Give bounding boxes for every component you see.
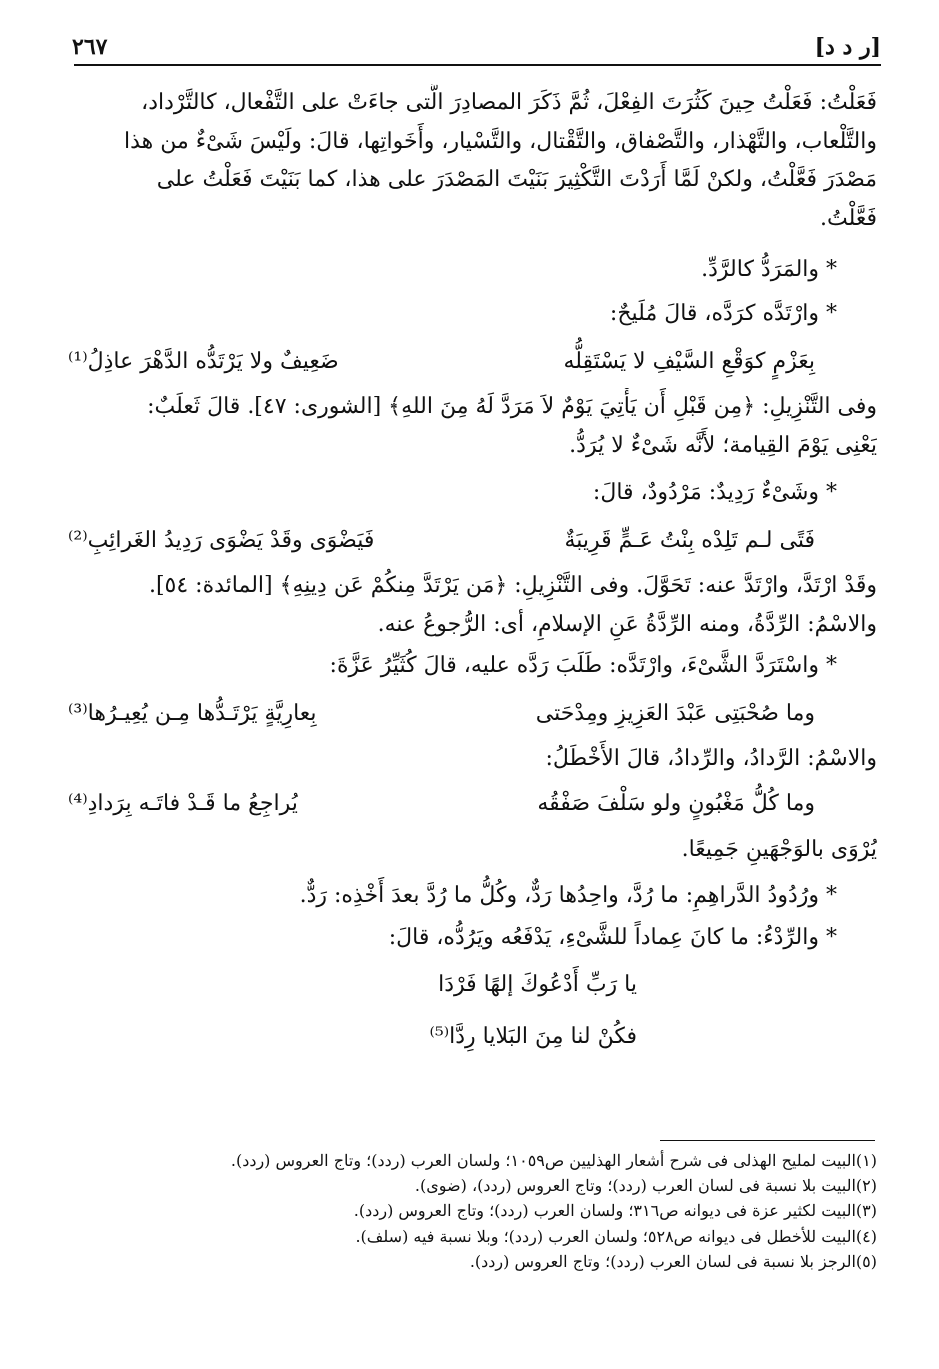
entry-marradd: * والمَرَدُّ كالرَّدِّ. (701, 257, 837, 282)
footnote-3: (٣)البيت لكثير عزة فى ديوانه ص٣١٦؛ ولسان العرب (ردد)؛ وتاج العروس (ردد). (353, 1201, 877, 1221)
entry-radid: * وشَىْءٌ رَدِيدٌ: مَرْدُودٌ، قالَ: (592, 480, 837, 505)
entry-ridd: * والرِّدْءُ: ما كانَ عِماداً للشَّىْءِ، يَدْفَعُه ويَرُدُّه، قالَ: (388, 925, 837, 950)
verse-1-first-hemistich: بِعَزْمٍ كوَقْعِ السَّيْفِ لا يَسْتَقِلُّه (563, 348, 815, 374)
verse-2-second-hemistich: فَيَضْوَى وقَدْ يَضْوَى رَدِيدُ الغَرائِبِ⁽²⁾ (68, 527, 375, 553)
text-line: وفى التَّنْزِيلِ: ﴿مِن قَبْلِ أَن يَأْتِيَ يَوْمٌ لاَ مَرَدَّ لَهُ مِنَ اللهِ﴾ [الشورى: ٤٧]. قالَ ثَعلَبٌ: (147, 394, 877, 419)
text-line: يُرْوَى بالوَجْهَينِ جَمِيعًا. (681, 836, 877, 862)
footnote-rule (660, 1140, 875, 1141)
verse-3-second-hemistich: بِعارِيَّةٍ يَرْتَـدُّها مِـن يُعِيـرُها⁽³⁾ (68, 700, 317, 726)
text-line: وقَدْ ارْتَدَّ، وارْتَدَّ عنه: تَحَوَّلَ. وفى التَّنْزِيلِ: ﴿مَن يَرْتَدَّ مِنكُمْ عَن دِينِهِ﴾ [المائدة: ٥٤]. (148, 573, 877, 598)
verse-4-first-hemistich: وما كُلُّ مَغْبُونٍ ولو سَلْفَ صَفْقُه (537, 791, 815, 817)
footnotes (72, 1148, 877, 1274)
text-line: والتَّلْعاب، والتَّهْذار، والتَّصْفاق، والتَّقْتال، والتَّسْيار، وأَخَواتِها، قالَ: ولَيْسَ شَىْءٌ من هذا (123, 128, 877, 154)
running-header-root: [ر د د] (814, 34, 881, 60)
verse-3-first-hemistich: وما صُحْبَتِى عَبْدَ العَزِيزِ ومِدْحَتى (535, 700, 815, 726)
verse-3 (68, 688, 877, 740)
entry-irtaddahu: * وارْتَدَّه كرَدَّه، قالَ مُلَيحٌ: (609, 301, 837, 326)
verse-1 (68, 336, 877, 388)
footnote-4: (٤)البيت للأخطل فى ديوانه ص٥٢٨؛ ولسان العرب (ردد)؛ وبلا نسبة فيه (سلف). (355, 1226, 877, 1246)
text-line: فَعَلْتُ: فَعَلْتُ حِينَ كَثُرَتَ الفِعْلَ، ثُمَّ ذَكَرَ المصادِرَ الَّتى جاءَتْ على التَّفْعال، كالتَّرْداد، (141, 90, 877, 115)
footnote-5: (٥)الرجز بلا نسبة فى لسان العرب (ردد)؛ وتاج العروس (ردد). (469, 1251, 877, 1271)
verse-1-second-hemistich: ضَعِيفٌ ولا يَرْتَدُّه الدَّهْرَ عاذِلُ⁽¹⁾ (68, 348, 339, 374)
text-line: والاسْمُ: الرِّدَّةُ، ومنه الرِّدَّةُ عَنِ الإسلامِ، أى: الرُّجوعُ عنه. (377, 611, 877, 637)
text-line: يَعْنِى يَوْمَ القِيامة؛ لأَنَّه شَىْءٌ لا يُرَدُّ. (569, 432, 877, 458)
verse-4-second-hemistich: يُراجِعُ ما قَـدْ فاتَـه بِرَدادِ⁽⁴⁾ (68, 791, 298, 817)
text-line: والاسْمُ: الرَّدادُ، والرِّدادُ، قالَ الأَخْطَلُ: (545, 746, 877, 771)
footnote-1: (١)البيت لمليح الهذلى فى شرح أشعار الهذليين ص١٠٥٩؛ ولسان العرب (ردد)؛ وتاج العروس (ردد). (230, 1151, 877, 1170)
verse-2-first-hemistich: فَتًى لـم تَلِدْه بِنْتُ عَـمٍّ قَرِيبَةٌ (564, 527, 815, 553)
rajaz-line-2: فكُنْ لنا مِنَ البَلايا رِدَّا⁽⁵⁾ (429, 1024, 637, 1049)
text-line: مَصْدَرَ فَعَّلْتُ، ولكنْ لَمَّا أَرَدْتَ التَّكْثِيرَ بَنَيْتَ المَصْدَرَ على هذا، كما بَنَيْتَ فَعَلْتُ على (156, 167, 877, 192)
text-line: فَعَّلْتُ. (819, 205, 877, 231)
rajaz-line-1: يا رَبِّ أَدْعُوكَ إلهًا فَرْدَا (438, 972, 637, 997)
verse-2 (68, 515, 877, 567)
page-number: ٢٦٧ (72, 34, 108, 60)
footnote-2: (٢)البيت بلا نسبة فى لسان العرب (ردد)؛ وتاج العروس (ردد)، (ضوى). (414, 1176, 877, 1196)
entry-istardda: * واسْتَرَدَّ الشَّىْءَ، وارْتَدَّه: طَلَبَ رَدَّه عليه، قالَ كُثَيِّرُ عَزَّةَ: (329, 653, 837, 678)
main-text (68, 84, 877, 1063)
verse-4 (68, 779, 877, 831)
entry-rudud: * ورُدُودُ الدَّراهِمِ: ما رُدَّ، واحِدُها رَدٌّ، وكُلُّ ما رُدَّ بعدَ أَخْذِه: رَدٌّ. (299, 883, 837, 908)
header-rule (74, 64, 881, 66)
